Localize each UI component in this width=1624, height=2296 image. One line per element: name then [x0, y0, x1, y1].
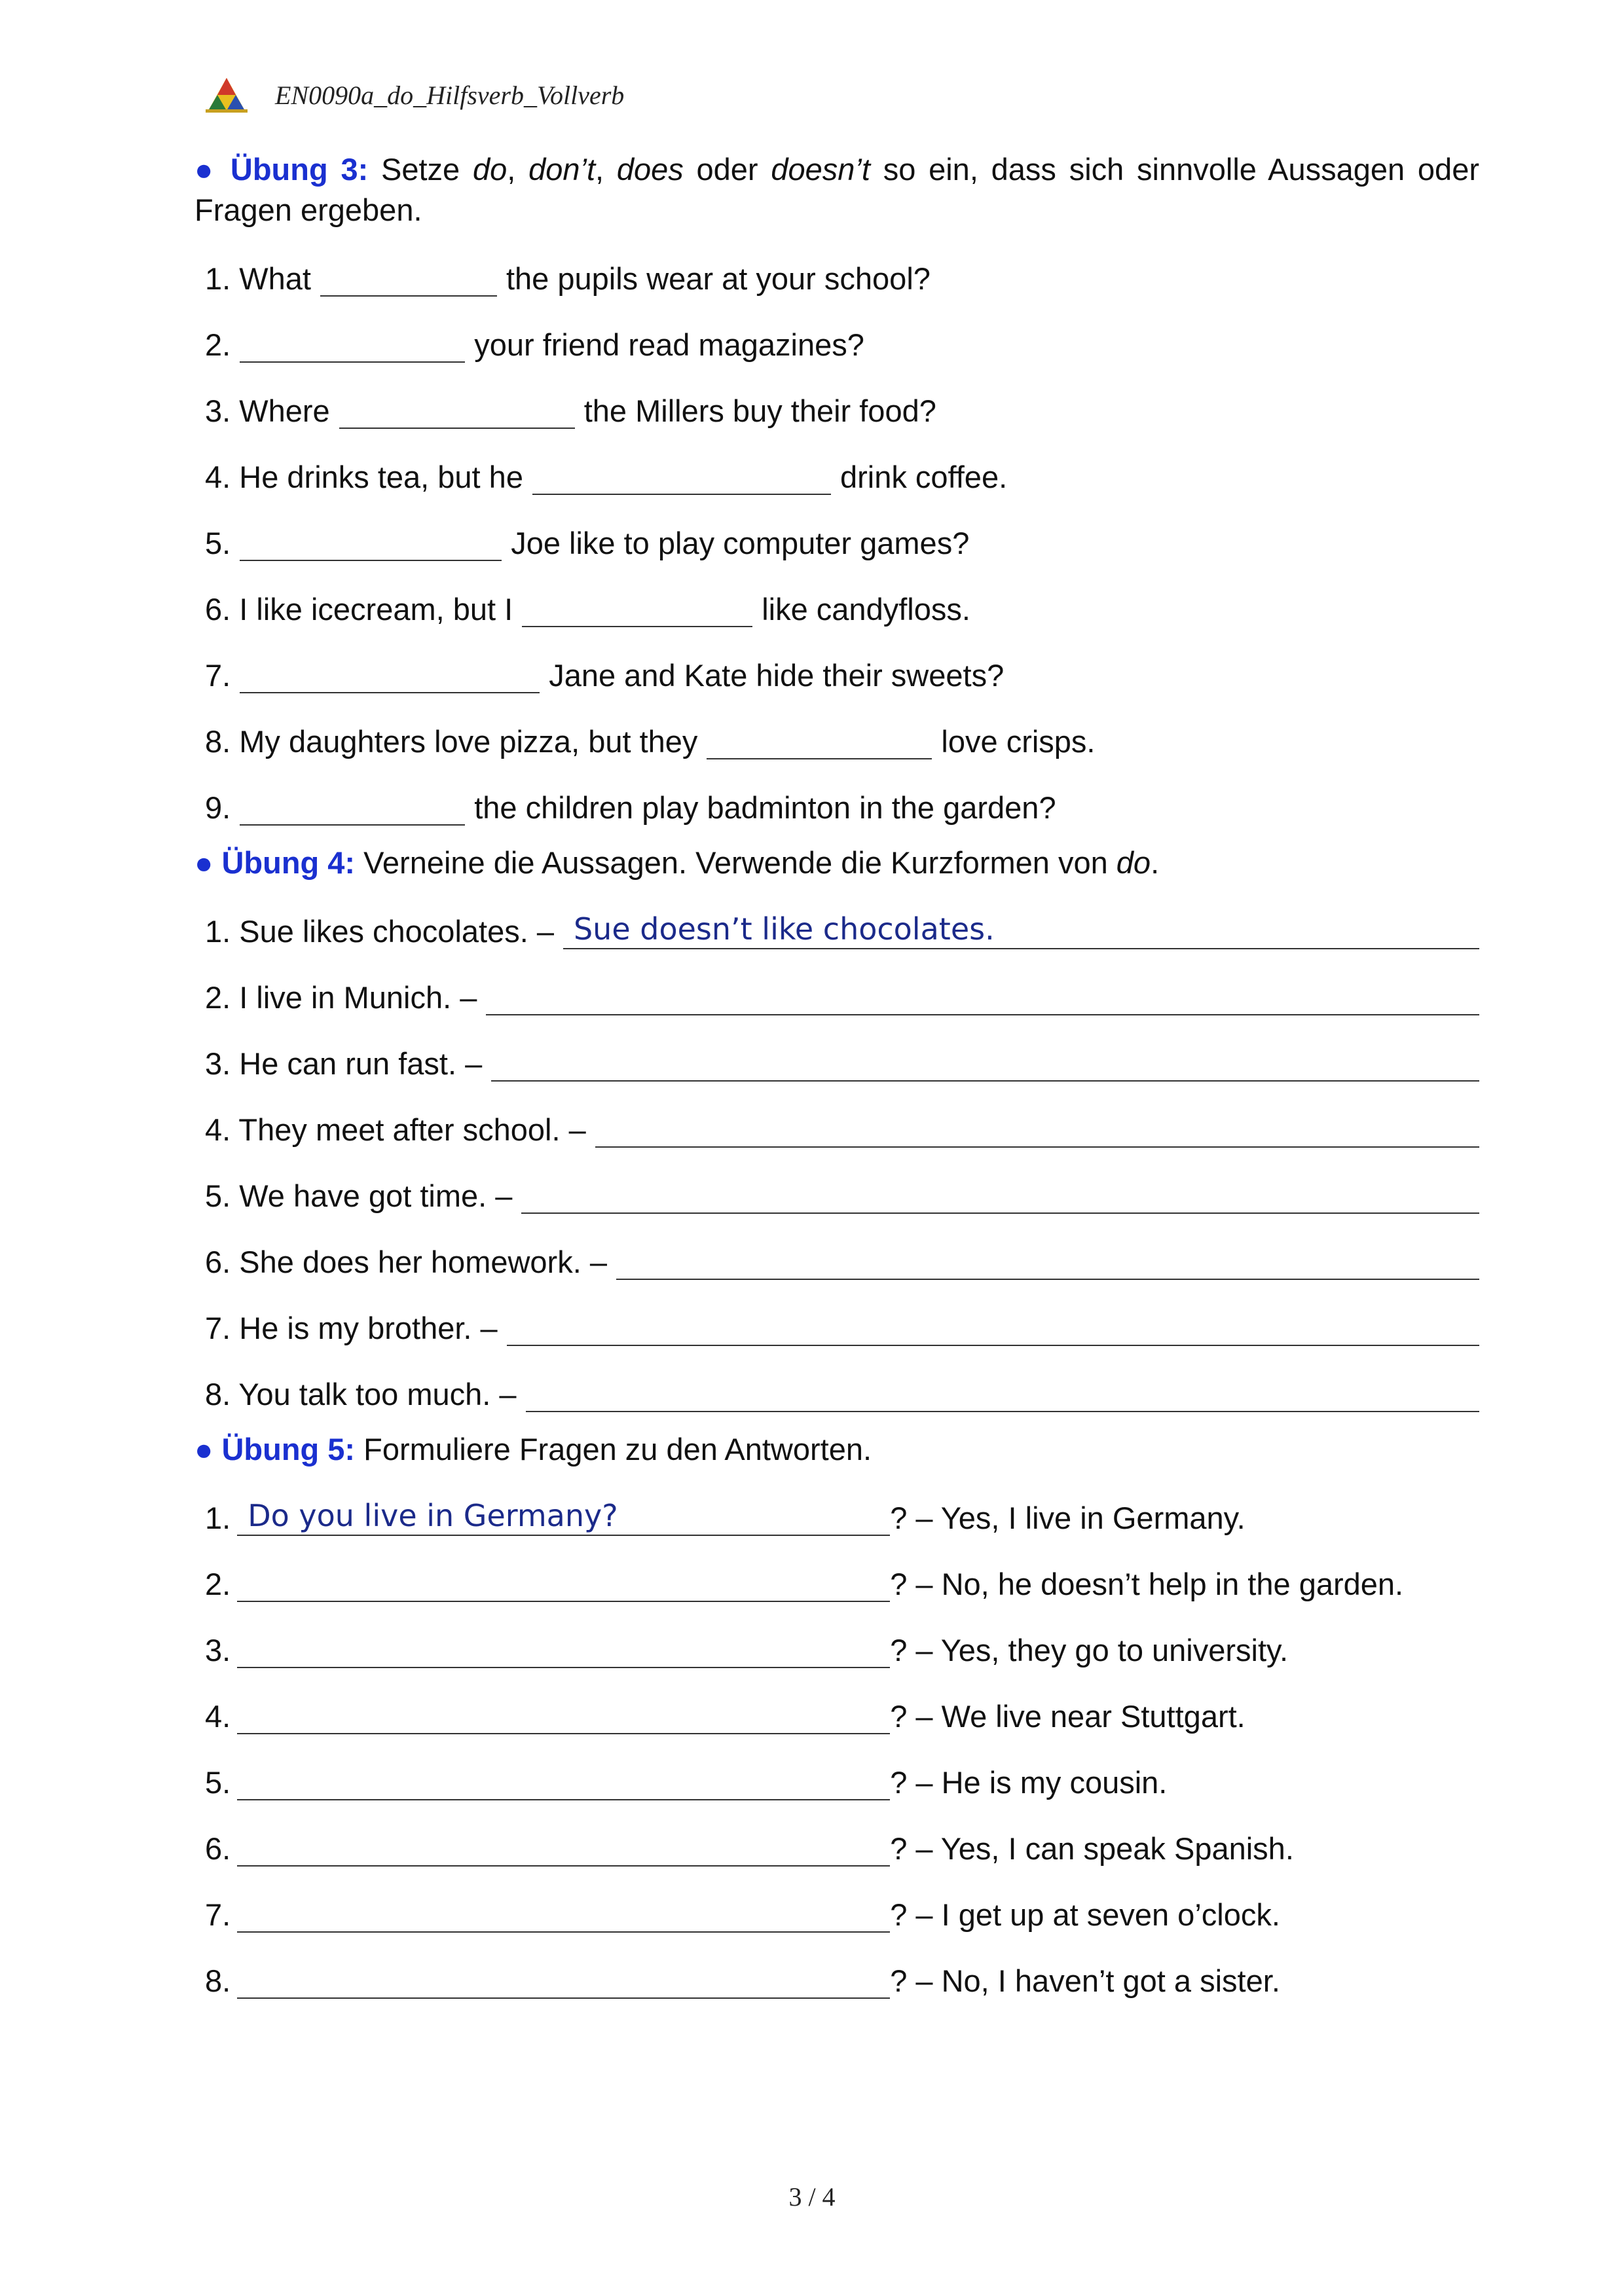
answer-blank[interactable]: [707, 729, 932, 759]
item-number: 9.: [205, 790, 231, 825]
answer-text: ? – He is my cousin.: [890, 1765, 1168, 1800]
instruction-text: Setze: [368, 152, 473, 187]
document-code: EN0090a_do_Hilfsverb_Vollverb: [275, 80, 625, 110]
exercise3-item: [194, 759, 1479, 826]
item-text: I live in Munich. –: [231, 980, 477, 1015]
answer-line[interactable]: [237, 1965, 890, 1999]
exercise5-item: [194, 1470, 1479, 1536]
item-number: 7.: [205, 658, 231, 693]
item-text: Sue likes chocolates. –: [231, 914, 554, 949]
keyword-does: does: [616, 152, 684, 187]
item-text: He is my brother. –: [231, 1311, 498, 1345]
item-number: 2.: [205, 1567, 231, 1601]
keyword-do: do: [472, 152, 507, 187]
answer-line[interactable]: [237, 1832, 890, 1867]
exercise3-item: [194, 495, 1479, 561]
answer-line[interactable]: [237, 1899, 890, 1933]
item-text: They meet after school. –: [231, 1112, 586, 1147]
exercise3-item: [194, 230, 1479, 297]
exercise4-item: [194, 1280, 1479, 1346]
exercise4-item: [194, 1346, 1479, 1412]
item-text: He can run fast. –: [231, 1046, 483, 1081]
item-number: 5.: [205, 526, 231, 560]
exercise-sheet: [194, 149, 1479, 1999]
item-number: 4.: [205, 1699, 231, 1734]
item-number: 1.: [205, 1501, 231, 1535]
item-text: You talk too much. –: [231, 1377, 517, 1412]
answer-blank[interactable]: [240, 333, 465, 363]
exercise5-item: [194, 1536, 1479, 1602]
item-text: Joe like to play computer games?: [511, 526, 970, 560]
answer-blank[interactable]: [240, 795, 465, 826]
exercise4-item: [194, 1148, 1479, 1214]
bullet: ●: [194, 845, 213, 880]
bullet: ●: [194, 1432, 213, 1467]
item-text: love crisps.: [941, 724, 1096, 759]
instruction-text: Verneine die Aussagen. Verwende die Kurzformen von: [355, 845, 1116, 880]
answer-line[interactable]: [507, 1312, 1479, 1346]
answer-blank[interactable]: [240, 663, 540, 693]
answer-blank[interactable]: [522, 597, 752, 627]
exercise3-item: [194, 561, 1479, 627]
item-text: the children play badminton in the garden?: [474, 790, 1056, 825]
answer-line[interactable]: [486, 981, 1479, 1015]
item-number: 3.: [205, 1046, 231, 1081]
answer-line[interactable]: [491, 1048, 1479, 1082]
exercise4-list: [194, 883, 1479, 1412]
exercise3-item: [194, 297, 1479, 363]
item-number: 2.: [205, 327, 231, 362]
answer-blank[interactable]: [532, 465, 831, 495]
item-text: He drinks tea, but he: [231, 460, 523, 494]
item-number: 7.: [205, 1311, 231, 1345]
exercise5-item: [194, 1800, 1479, 1867]
item-text: drink coffee.: [840, 460, 1008, 494]
item-text: like candyfloss.: [762, 592, 970, 627]
exercise3-heading: [194, 149, 1479, 230]
handwritten-answer: Do you live in Germany?: [248, 1498, 618, 1533]
item-number: 8.: [205, 1377, 231, 1412]
item-text: your friend read magazines?: [474, 327, 864, 362]
answer-line[interactable]: [563, 911, 1479, 949]
exercise5-label: Übung 5:: [221, 1432, 356, 1467]
item-number: 4.: [205, 460, 231, 494]
answer-text: ? – Yes, I can speak Spanish.: [890, 1831, 1294, 1866]
bullet: ●: [194, 152, 218, 187]
exercise4-item: [194, 1015, 1479, 1082]
exercise3-item: [194, 693, 1479, 759]
item-number: 1.: [205, 914, 231, 949]
exercise3-item: [194, 363, 1479, 429]
exercise3-label: Übung 3:: [230, 152, 369, 187]
item-number: 3.: [205, 1633, 231, 1667]
item-text: Jane and Kate hide their sweets?: [549, 658, 1005, 693]
item-text: the Millers buy their food?: [583, 393, 936, 428]
answer-line[interactable]: [616, 1246, 1479, 1280]
exercise3-item: [194, 429, 1479, 495]
item-number: 6.: [205, 1245, 231, 1279]
item-number: 1.: [205, 261, 231, 296]
item-number: 3.: [205, 393, 231, 428]
keyword-do: do: [1116, 845, 1151, 880]
exercise5-heading: [194, 1429, 1479, 1470]
separator: ,: [595, 152, 617, 187]
answer-line[interactable]: [237, 1634, 890, 1668]
answer-line[interactable]: [526, 1378, 1479, 1412]
answer-blank[interactable]: [339, 399, 575, 429]
item-text: She does her homework. –: [231, 1245, 607, 1279]
instruction-text: .: [1151, 845, 1160, 880]
instruction-text: so ein, dass sich sinnvolle Aussagen oder Fragen ergeben.: [194, 152, 1479, 227]
answer-line[interactable]: [595, 1114, 1479, 1148]
item-text: the pupils wear at your school?: [506, 261, 931, 296]
item-number: 2.: [205, 980, 231, 1015]
answer-line[interactable]: [237, 1568, 890, 1602]
exercise3-list: [194, 230, 1479, 826]
answer-text: ? – We live near Stuttgart.: [890, 1699, 1246, 1734]
item-text: What: [231, 261, 311, 296]
answer-text: ? – No, I haven’t got a sister.: [890, 1963, 1280, 1998]
exercise5-item: [194, 1668, 1479, 1734]
keyword-doesnt: doesn’t: [771, 152, 870, 187]
exercise5-item: [194, 1602, 1479, 1668]
answer-line[interactable]: [237, 1700, 890, 1734]
item-text: My daughters love pizza, but they: [231, 724, 698, 759]
handwritten-answer: Sue doesn’t like chocolates.: [573, 911, 995, 947]
page-header: [203, 72, 624, 118]
answer-text: ? – I get up at seven o’clock.: [890, 1897, 1280, 1932]
exercise3-item: [194, 627, 1479, 693]
answer-line[interactable]: [521, 1180, 1479, 1214]
item-number: 4.: [205, 1112, 231, 1147]
page-number: 3 / 4: [788, 2182, 836, 2212]
separator: oder: [683, 152, 771, 187]
item-number: 8.: [205, 724, 231, 759]
item-number: 6.: [205, 592, 231, 627]
exercise5-item: [194, 1867, 1479, 1933]
item-number: 7.: [205, 1897, 231, 1932]
instruction-text: Formuliere Fragen zu den Antworten.: [355, 1432, 872, 1467]
exercise4-label: Übung 4:: [221, 845, 356, 880]
exercise5-list: [194, 1470, 1479, 1999]
item-number: 8.: [205, 1963, 231, 1998]
exercise4-item: [194, 883, 1479, 949]
exercise4-item: [194, 1214, 1479, 1280]
answer-line[interactable]: [237, 1766, 890, 1800]
answer-text: ? – Yes, I live in Germany.: [890, 1501, 1246, 1535]
item-number: 5.: [205, 1178, 231, 1213]
answer-line[interactable]: [237, 1498, 890, 1536]
item-text: We have got time. –: [231, 1178, 513, 1213]
exercise4-heading: [194, 843, 1479, 883]
item-number: 5.: [205, 1765, 231, 1800]
answer-text: ? – No, he doesn’t help in the garden.: [890, 1567, 1404, 1601]
answer-blank[interactable]: [320, 266, 497, 297]
exercise4-item: [194, 949, 1479, 1015]
keyword-dont: don’t: [528, 152, 595, 187]
colorful-triangle-logo-icon: [203, 77, 250, 113]
item-text: Where: [231, 393, 330, 428]
item-text: I like icecream, but I: [231, 592, 513, 627]
item-number: 6.: [205, 1831, 231, 1866]
answer-text: ? – Yes, they go to university.: [890, 1633, 1289, 1667]
exercise4-item: [194, 1082, 1479, 1148]
answer-blank[interactable]: [240, 531, 502, 561]
separator: ,: [507, 152, 529, 187]
exercise5-item: [194, 1933, 1479, 1999]
exercise5-item: [194, 1734, 1479, 1800]
